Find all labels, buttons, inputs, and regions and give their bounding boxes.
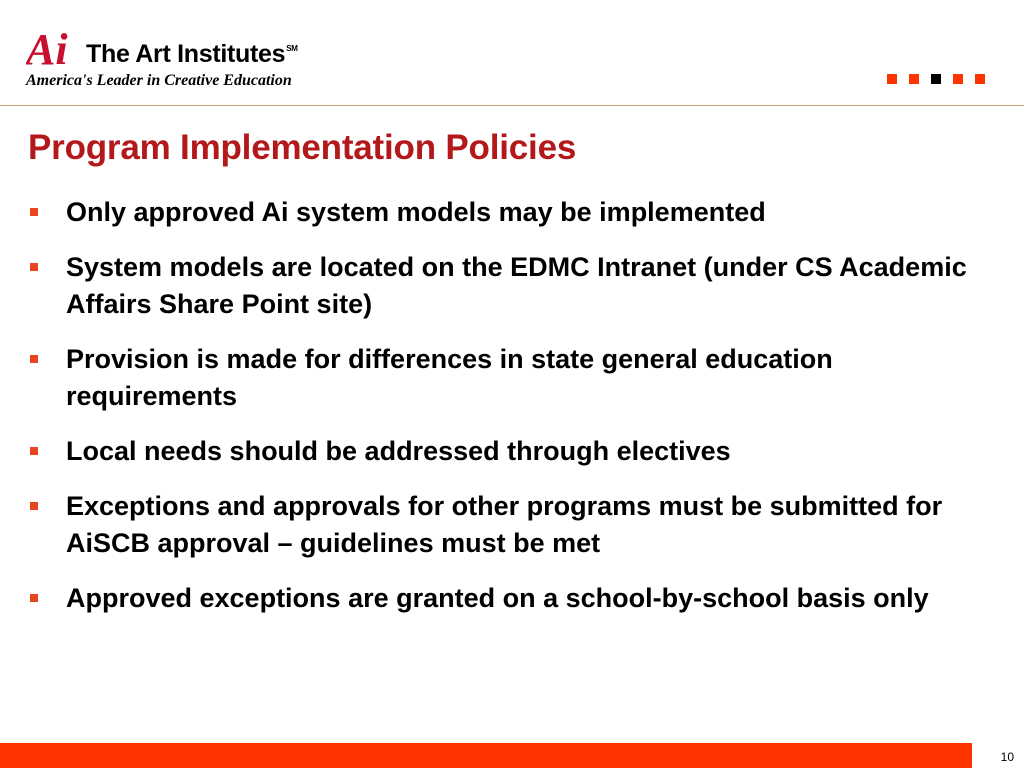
slide-title: Program Implementation Policies (28, 128, 577, 167)
ai-logo-mark (26, 26, 86, 72)
square-1 (887, 74, 897, 84)
bullet-text: Only approved Ai system models may be implemented (66, 197, 766, 227)
trademark-mark: SM (286, 44, 298, 53)
header-divider (0, 105, 1024, 106)
bullet-text: Approved exceptions are granted on a school-by-school basis only (66, 583, 929, 613)
bullet-text: Local needs should be addressed through electives (66, 436, 731, 466)
svg-text:Ai: Ai (26, 26, 68, 72)
bullet-square-icon (30, 355, 38, 363)
footer-bar (0, 743, 972, 768)
bullet-text: Provision is made for differences in state general education requirements (66, 344, 833, 411)
logo-name: The Art Institutes℠ (86, 40, 298, 68)
square-2 (909, 74, 919, 84)
logo-tagline: America's Leader in Creative Education (26, 72, 292, 89)
bullet-item (28, 488, 988, 562)
bullet-text: System models are located on the EDMC Intranet (under CS Academic Affairs Share Point site) (66, 252, 967, 319)
bullet-item (28, 580, 988, 617)
square-4 (953, 74, 963, 84)
bullet-square-icon (30, 502, 38, 510)
bullet-item (28, 433, 988, 470)
bullet-square-icon (30, 594, 38, 602)
square-5 (975, 74, 985, 84)
bullet-square-icon (30, 263, 38, 271)
bullet-list (28, 194, 988, 635)
bullet-square-icon (30, 208, 38, 216)
page-number: 10 (1000, 750, 1014, 764)
header-squares (887, 74, 997, 84)
bullet-text: Exceptions and approvals for other programs must be submitted for AiSCB approval – guidelines must be met (66, 491, 943, 558)
bullet-square-icon (30, 447, 38, 455)
art-institutes-logo (26, 26, 346, 96)
bullet-item (28, 341, 988, 415)
bullet-item (28, 194, 988, 231)
bullet-item (28, 249, 988, 323)
square-3 (931, 74, 941, 84)
